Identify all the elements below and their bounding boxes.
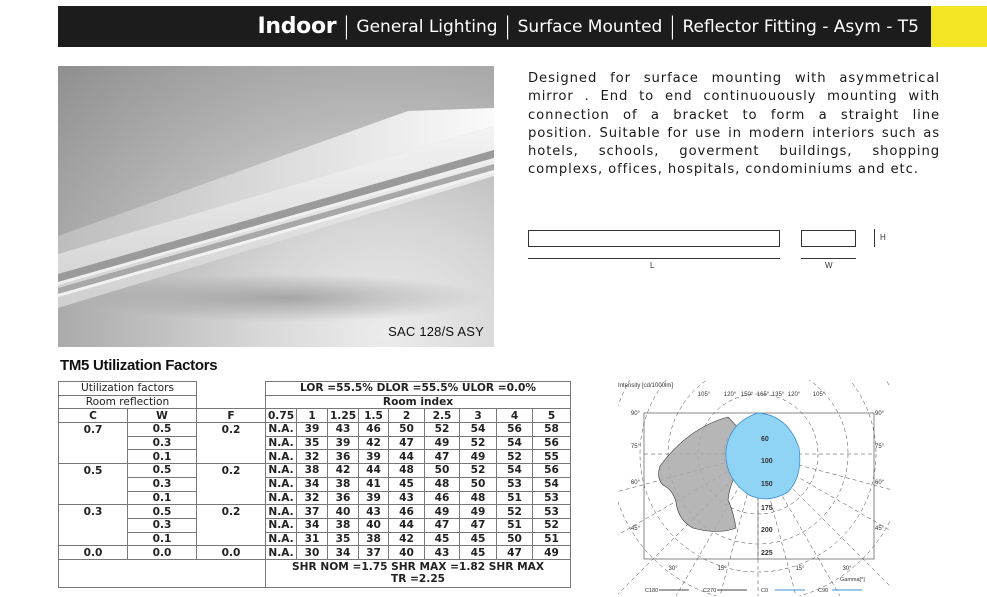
room-index-value: 4 — [497, 409, 533, 423]
header-title-bold: Indoor — [257, 14, 337, 39]
utilization-value: 50 — [389, 423, 425, 437]
table-row — [59, 423, 571, 437]
utilization-value: 49 — [425, 436, 460, 450]
header-separator: | — [503, 11, 512, 40]
room-index-value: 1.25 — [328, 409, 359, 423]
header-spacer — [197, 395, 266, 409]
table-row — [59, 436, 571, 450]
room-index-value: 2 — [389, 409, 425, 423]
reflection-f — [197, 532, 266, 546]
utilization-value: 51 — [497, 491, 533, 505]
polar-top-angle: 120° — [723, 392, 737, 398]
utilization-value: 43 — [425, 546, 460, 560]
reflection-w: 0.5 — [128, 464, 197, 478]
utilization-value: 48 — [460, 491, 497, 505]
utilization-value: 34 — [297, 477, 328, 491]
utilization-value: 50 — [425, 464, 460, 478]
reflection-w: 0.5 — [128, 423, 197, 437]
utilization-value: 40 — [389, 546, 425, 560]
utilization-value: 39 — [359, 491, 389, 505]
polar-radial-label: 60 — [761, 436, 769, 443]
utilization-value: 48 — [425, 477, 460, 491]
product-photo — [58, 66, 494, 347]
utilization-value: 34 — [297, 518, 328, 532]
reflection-c: 0.0 — [59, 546, 128, 560]
width-label: W — [825, 261, 833, 270]
polar-bottom-angle: 30° — [668, 566, 678, 572]
polar-right-angle: 75° — [875, 444, 885, 450]
utilization-value: 52 — [460, 436, 497, 450]
utilization-value: 38 — [328, 477, 359, 491]
polar-bottom-angle: 15° — [717, 566, 727, 572]
polar-top-angle: 135° — [771, 392, 785, 398]
utilization-value: 36 — [328, 491, 359, 505]
utilization-value: 35 — [297, 436, 328, 450]
polar-right-angle: 60° — [875, 480, 885, 486]
length-label: L — [650, 261, 655, 270]
utilization-value: 46 — [359, 423, 389, 437]
utilization-value: 46 — [389, 505, 425, 519]
polar-top-angle: 120° — [787, 392, 801, 398]
table-header-row — [59, 409, 571, 423]
shr-line-2: TR =2.25 — [390, 573, 446, 586]
utilization-value: 49 — [460, 450, 497, 464]
utilization-value: 41 — [359, 477, 389, 491]
utilization-value: 39 — [297, 423, 328, 437]
table-header-row — [59, 395, 571, 409]
reflection-w: 0.3 — [128, 518, 197, 532]
polar-left-angle: 60° — [630, 480, 640, 486]
legend-label: C180 — [645, 588, 659, 594]
utilization-value: 54 — [533, 477, 571, 491]
reflection-c: 0.7 — [59, 423, 128, 437]
utilization-value: N.A. — [266, 436, 297, 450]
room-index-value: 1.5 — [359, 409, 389, 423]
utilization-value: 51 — [533, 532, 571, 546]
utilization-title: TM5 Utilization Factors — [60, 357, 218, 374]
utilization-value: 56 — [533, 436, 571, 450]
utilization-value: N.A. — [266, 423, 297, 437]
utilization-value: 50 — [460, 477, 497, 491]
utilization-value: 35 — [328, 532, 359, 546]
reflection-w: 0.1 — [128, 491, 197, 505]
utilization-value: 56 — [497, 423, 533, 437]
utilization-value: 48 — [389, 464, 425, 478]
legend-label: C90 — [818, 588, 829, 594]
utilization-value: 47 — [460, 518, 497, 532]
header-separator: | — [668, 11, 677, 40]
utilization-value: 38 — [359, 532, 389, 546]
utilization-factors-label: Utilization factors — [59, 382, 197, 396]
utilization-value: 42 — [359, 436, 389, 450]
utilization-value: 44 — [389, 518, 425, 532]
reflection-c — [59, 436, 128, 450]
reflection-f — [197, 477, 266, 491]
utilization-value: 38 — [297, 464, 328, 478]
utilization-value: 37 — [359, 546, 389, 560]
polar-radial-label: 200 — [761, 527, 773, 534]
table-row — [59, 477, 571, 491]
utilization-value: 44 — [359, 464, 389, 478]
utilization-value: 52 — [425, 423, 460, 437]
utilization-value: 45 — [425, 532, 460, 546]
gamma-label: Gamma[°] — [840, 577, 865, 583]
reflection-f — [197, 436, 266, 450]
utilization-value: 46 — [425, 491, 460, 505]
polar-top-angle: 105° — [697, 392, 711, 398]
room-index-value: 3 — [460, 409, 497, 423]
table-row — [59, 491, 571, 505]
polar-top-angle: 105° — [812, 392, 826, 398]
room-index-value: 0.75 — [266, 409, 297, 423]
reflection-c — [59, 532, 128, 546]
utilization-value: 53 — [497, 477, 533, 491]
utilization-value: 42 — [389, 532, 425, 546]
utilization-value: 52 — [533, 518, 571, 532]
product-code: SAC 128/S ASY — [388, 324, 484, 339]
table-row — [59, 450, 571, 464]
header-segment: Surface Mounted — [517, 16, 663, 37]
column-f-header: F — [197, 409, 266, 423]
utilization-value: 43 — [328, 423, 359, 437]
luminaire-illustration — [58, 66, 494, 347]
header-title — [257, 6, 919, 47]
column-w-header: W — [128, 409, 197, 423]
polar-bottom-angle: 30° — [842, 566, 852, 572]
utilization-value: 55 — [533, 450, 571, 464]
height-marker — [874, 229, 875, 247]
table-row — [59, 505, 571, 519]
polar-left-angle: 90° — [630, 411, 640, 417]
length-dimension-line — [528, 258, 780, 259]
utilization-value: 32 — [297, 491, 328, 505]
table-row — [59, 546, 571, 560]
polar-bottom-angle: 15° — [795, 566, 805, 572]
product-description: Designed for surface mounting with asymmetrical mirror . End to end continuouously mounting with connection of a bracket to form a straight line position. Suitable for use in modern interiors such as hotels, schools, goverment buildings, shopping complexs, offices, hospitals, condominiums and etc. — [528, 71, 940, 178]
length-profile — [528, 230, 780, 247]
utilization-value: 49 — [425, 505, 460, 519]
utilization-value: N.A. — [266, 450, 297, 464]
room-index-value: 5 — [533, 409, 571, 423]
reflection-f — [197, 450, 266, 464]
reflection-f: 0.2 — [197, 505, 266, 519]
header-segment: Reflector Fitting - Asym - T5 — [682, 16, 919, 37]
utilization-value: 54 — [497, 436, 533, 450]
utilization-value: 50 — [497, 532, 533, 546]
utilization-value: N.A. — [266, 505, 297, 519]
utilization-value: N.A. — [266, 532, 297, 546]
utilization-value: 45 — [460, 546, 497, 560]
reflection-w: 0.3 — [128, 436, 197, 450]
utilization-value: 51 — [497, 518, 533, 532]
utilization-value: 37 — [297, 505, 328, 519]
utilization-value: 34 — [328, 546, 359, 560]
utilization-value: 54 — [460, 423, 497, 437]
utilization-value: 52 — [460, 464, 497, 478]
utilization-value: 38 — [328, 518, 359, 532]
polar-top-angle: 165° — [756, 392, 770, 398]
column-c-header: C — [59, 409, 128, 423]
polar-top-angle: 150° — [740, 392, 754, 398]
room-index-value: 2.5 — [425, 409, 460, 423]
utilization-value: 47 — [425, 518, 460, 532]
utilization-value: N.A. — [266, 477, 297, 491]
room-reflection-label: Room reflection — [59, 395, 197, 409]
polar-radial-label: 100 — [761, 458, 773, 465]
dimension-drawing — [528, 228, 898, 273]
utilization-value: 44 — [389, 450, 425, 464]
reflection-f: 0.2 — [197, 464, 266, 478]
table-row — [59, 532, 571, 546]
utilization-value: 52 — [497, 450, 533, 464]
utilization-value: 58 — [533, 423, 571, 437]
utilization-value: 54 — [497, 464, 533, 478]
polar-radial-label: 225 — [761, 550, 773, 557]
polar-radial-label: 175 — [761, 505, 773, 512]
lor-summary: LOR =55.5% DLOR =55.5% ULOR =0.0% — [266, 382, 571, 396]
legend-label: C270 — [703, 588, 717, 594]
header-accent-block — [931, 6, 987, 47]
height-label: H — [880, 233, 886, 242]
reflection-w: 0.1 — [128, 532, 197, 546]
reflection-c — [59, 491, 128, 505]
utilization-value: N.A. — [266, 518, 297, 532]
reflection-w: 0.1 — [128, 450, 197, 464]
reflection-f — [197, 491, 266, 505]
reflection-c: 0.5 — [59, 464, 128, 478]
width-dimension-line — [801, 258, 856, 259]
utilization-value: 53 — [533, 491, 571, 505]
utilization-value: 43 — [359, 505, 389, 519]
utilization-value: 32 — [297, 450, 328, 464]
header-bar — [58, 6, 931, 47]
polar-left-angle: 75° — [630, 444, 640, 450]
polar-intensity-diagram — [618, 380, 890, 596]
utilization-value: 47 — [425, 450, 460, 464]
utilization-value: 49 — [460, 505, 497, 519]
legend-label: C0 — [761, 588, 769, 594]
reflection-c — [59, 450, 128, 464]
polar-right-angle: 90° — [875, 411, 885, 417]
utilization-value: 43 — [389, 491, 425, 505]
header-spacer — [197, 382, 266, 396]
room-index-value: 1 — [297, 409, 328, 423]
table-row — [59, 464, 571, 478]
utilization-value: 49 — [533, 546, 571, 560]
shr-spacer — [59, 559, 266, 587]
table-header-row — [59, 382, 571, 396]
utilization-value: 56 — [533, 464, 571, 478]
reflection-c: 0.3 — [59, 505, 128, 519]
header-separator: | — [342, 11, 351, 40]
room-index-label: Room index — [266, 395, 571, 409]
reflection-c — [59, 518, 128, 532]
utilization-value: 30 — [297, 546, 328, 560]
table-row — [59, 518, 571, 532]
shr-line-1: SHR NOM =1.75 SHR MAX =1.82 SHR MAX — [292, 561, 545, 574]
utilization-value: 39 — [359, 450, 389, 464]
utilization-value: 45 — [389, 477, 425, 491]
utilization-value: N.A. — [266, 546, 297, 560]
polar-left-angle: 45° — [630, 526, 640, 532]
reflection-f — [197, 518, 266, 532]
reflection-f: 0.0 — [197, 546, 266, 560]
reflection-f: 0.2 — [197, 423, 266, 437]
utilization-value: 36 — [328, 450, 359, 464]
reflection-w: 0.5 — [128, 505, 197, 519]
header-segment: General Lighting — [356, 16, 498, 37]
utilization-value: 42 — [328, 464, 359, 478]
polar-radial-label: 150 — [761, 481, 773, 488]
shr-row — [59, 559, 571, 587]
utilization-value: 47 — [389, 436, 425, 450]
utilization-table — [58, 381, 571, 588]
utilization-value: 31 — [297, 532, 328, 546]
shr-summary — [266, 559, 571, 587]
utilization-value: 47 — [497, 546, 533, 560]
reflection-c — [59, 477, 128, 491]
reflection-w: 0.0 — [128, 546, 197, 560]
utilization-value: 52 — [497, 505, 533, 519]
width-profile — [801, 230, 856, 247]
utilization-value: 53 — [533, 505, 571, 519]
polar-right-angle: 45° — [875, 526, 885, 532]
utilization-value: 45 — [460, 532, 497, 546]
utilization-value: N.A. — [266, 491, 297, 505]
polar-ylabel: Intensity [cd/1000lm] — [618, 383, 674, 389]
utilization-value: N.A. — [266, 464, 297, 478]
utilization-value: 40 — [328, 505, 359, 519]
reflection-w: 0.3 — [128, 477, 197, 491]
utilization-value: 39 — [328, 436, 359, 450]
utilization-value: 40 — [359, 518, 389, 532]
